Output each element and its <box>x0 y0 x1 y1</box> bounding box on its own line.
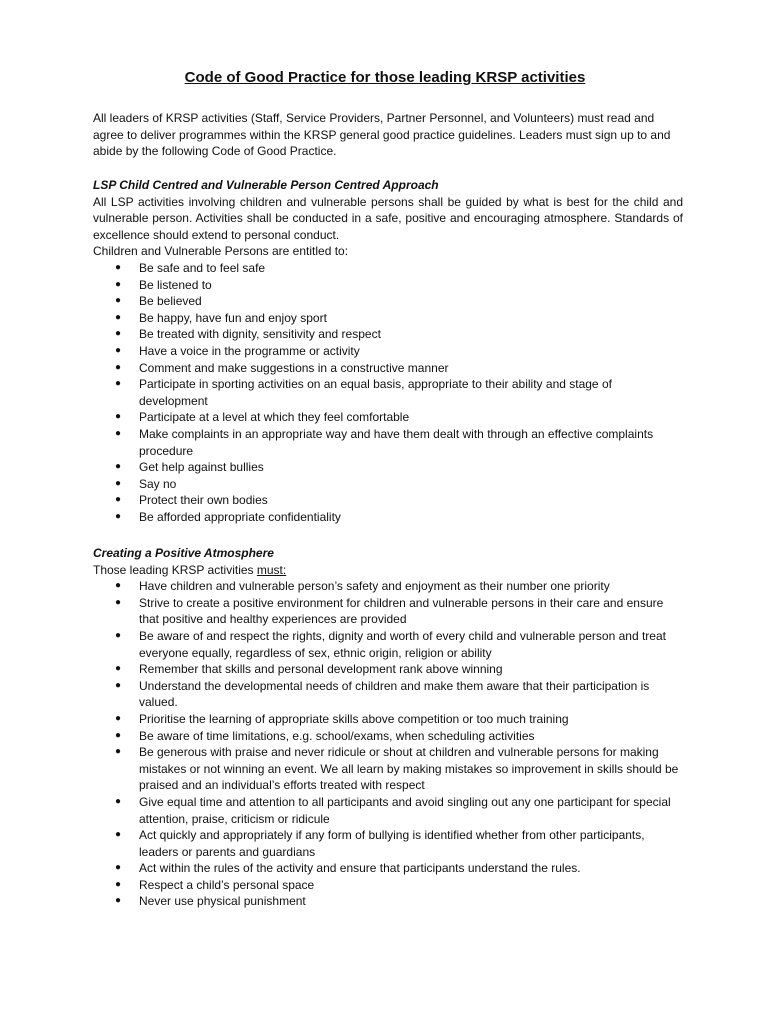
list-item <box>115 343 683 360</box>
list-item <box>115 376 683 409</box>
list-item <box>115 628 683 661</box>
bullet-icon: ● <box>115 361 122 373</box>
list-item-text: Participate in sporting activities on an equal basis, appropriate to their ability and stage of development <box>139 377 612 408</box>
list-item-text: Comment and make suggestions in a constructive manner <box>139 360 449 375</box>
list-item-text: Never use physical punishment <box>139 894 306 909</box>
list-item <box>115 860 683 877</box>
bullet-icon: ● <box>115 477 122 489</box>
list-item-text: Be treated with dignity, sensitivity and respect <box>139 327 381 342</box>
list-item-text: Have children and vulnerable person’s safety and enjoyment as their number one priority <box>139 579 610 594</box>
list-item-text: Be believed <box>139 294 202 309</box>
entitlements-list <box>93 260 683 526</box>
bullet-icon: ● <box>115 580 122 592</box>
list-item-text: Understand the developmental needs of children and make them aware that their participation is valued. <box>139 678 650 710</box>
document-title: Code of Good Practice for those leading KRSP activities <box>184 69 586 86</box>
bullet-icon: ● <box>115 878 122 890</box>
bullet-icon: ● <box>115 311 122 323</box>
section-paragraph: All LSP activities involving children and vulnerable persons shall be guided by what is best for the child and vulnerable person. Activities shall be conducted in a safe, positive and encouraging atmosphere. Standards of excellence should extend to personal conduct. <box>93 194 683 242</box>
list-item-text: Be safe and to feel safe <box>139 260 266 275</box>
bullet-icon: ● <box>115 829 122 841</box>
list-item-text: Remember that skills and personal development rank above winning <box>139 662 503 677</box>
list-item <box>115 711 683 728</box>
list-item-text: Act quickly and appropriately if any form of bullying is identified whether from other participants, leaders or parents and guardians <box>139 828 645 859</box>
list-item-text: Be listened to <box>139 277 212 292</box>
list-item <box>115 728 683 745</box>
list-item <box>115 293 683 310</box>
bullet-icon: ● <box>115 596 122 608</box>
bullet-icon: ● <box>115 746 122 758</box>
list-item <box>115 476 683 493</box>
bullet-icon: ● <box>115 629 122 641</box>
list-item <box>115 877 683 894</box>
list-item <box>115 744 683 794</box>
list-item-text: Be aware of and respect the rights, dignity and worth of every child and vulnerable person and treat everyone equally, regardless of sex, ethnic origin, religion or ability <box>139 628 666 660</box>
section-heading: LSP Child Centred and Vulnerable Person Centred Approach <box>93 178 439 192</box>
list-item-text: Act within the rules of the activity and ensure that participants understand the rules. <box>139 861 581 876</box>
bullet-icon: ● <box>115 344 122 356</box>
list-item-text: Get help against bullies <box>139 460 264 475</box>
list-item <box>115 509 683 526</box>
bullet-icon: ● <box>115 510 122 522</box>
list-item-text: Have a voice in the programme or activity <box>139 343 360 358</box>
list-item <box>115 459 683 476</box>
bullet-icon: ● <box>115 663 122 675</box>
section-positive-atmosphere <box>93 545 683 910</box>
list-item <box>115 426 683 459</box>
bullet-icon: ● <box>115 729 122 741</box>
list-item-text: Respect a child’s personal space <box>139 877 315 892</box>
list-item <box>115 578 683 595</box>
list-item <box>115 260 683 277</box>
list-lead-text: Those leading KRSP activities <box>93 562 257 577</box>
list-item <box>115 678 683 711</box>
list-item-text: Prioritise the learning of appropriate skills above competition or too much training <box>139 711 569 726</box>
bullet-icon: ● <box>115 795 122 807</box>
list-item-text: Protect their own bodies <box>139 493 268 508</box>
list-item <box>115 277 683 294</box>
bullet-icon: ● <box>115 378 122 390</box>
bullet-icon: ● <box>115 427 122 439</box>
section-child-centred <box>93 177 683 525</box>
intro-paragraph: All leaders of KRSP activities (Staff, Service Providers, Partner Personnel, and Volunteers) must read and agree to deliver programmes within the KRSP general good practice guidelines. Leaders must sign up to and abide by the following Code of Good Practice. <box>93 111 671 159</box>
list-item <box>115 326 683 343</box>
bullet-icon: ● <box>115 278 122 290</box>
list-lead: Children and Vulnerable Persons are entitled to: <box>93 244 349 259</box>
list-item-text: Make complaints in an appropriate way and have them dealt with through an effective complaints procedure <box>139 426 654 458</box>
list-item-text: Say no <box>139 476 177 491</box>
section-heading: Creating a Positive Atmosphere <box>93 546 274 560</box>
bullet-icon: ● <box>115 494 122 506</box>
list-item-text: Be aware of time limitations, e.g. school/exams, when scheduling activities <box>139 728 535 743</box>
list-item <box>115 661 683 678</box>
bullet-icon: ● <box>115 712 122 724</box>
list-item-text: Be afforded appropriate confidentiality <box>139 509 341 524</box>
bullet-icon: ● <box>115 295 122 307</box>
bullet-icon: ● <box>115 862 122 874</box>
bullet-icon: ● <box>115 328 122 340</box>
list-item <box>115 595 683 628</box>
list-item <box>115 409 683 426</box>
list-item-text: Participate at a level at which they feel comfortable <box>139 410 410 425</box>
list-item <box>115 492 683 509</box>
list-item <box>115 893 683 910</box>
list-item-text: Be generous with praise and never ridicule or shout at children and vulnerable persons for making mistakes or not winning an event. We all learn by making mistakes so improvement in skills should be praised and an individual’s efforts treated with respect <box>139 745 679 793</box>
list-item-text: Give equal time and attention to all participants and avoid singling out any one participant for special attention, praise, criticism or ridicule <box>139 794 671 826</box>
list-item-text: Be happy, have fun and enjoy sport <box>139 310 327 325</box>
list-item <box>115 360 683 377</box>
list-lead-emphasis: must: <box>256 562 287 577</box>
bullet-icon: ● <box>115 679 122 691</box>
duties-list <box>93 578 683 910</box>
list-lead <box>93 562 683 579</box>
bullet-icon: ● <box>115 261 122 273</box>
list-item <box>115 310 683 327</box>
list-item-text: Strive to create a positive environment for children and vulnerable persons in their care and ensure that positive and healthy experiences are provided <box>139 595 664 627</box>
bullet-icon: ● <box>115 895 122 907</box>
list-item <box>115 794 683 827</box>
bullet-icon: ● <box>115 411 122 423</box>
list-item <box>115 827 683 860</box>
bullet-icon: ● <box>115 461 122 473</box>
